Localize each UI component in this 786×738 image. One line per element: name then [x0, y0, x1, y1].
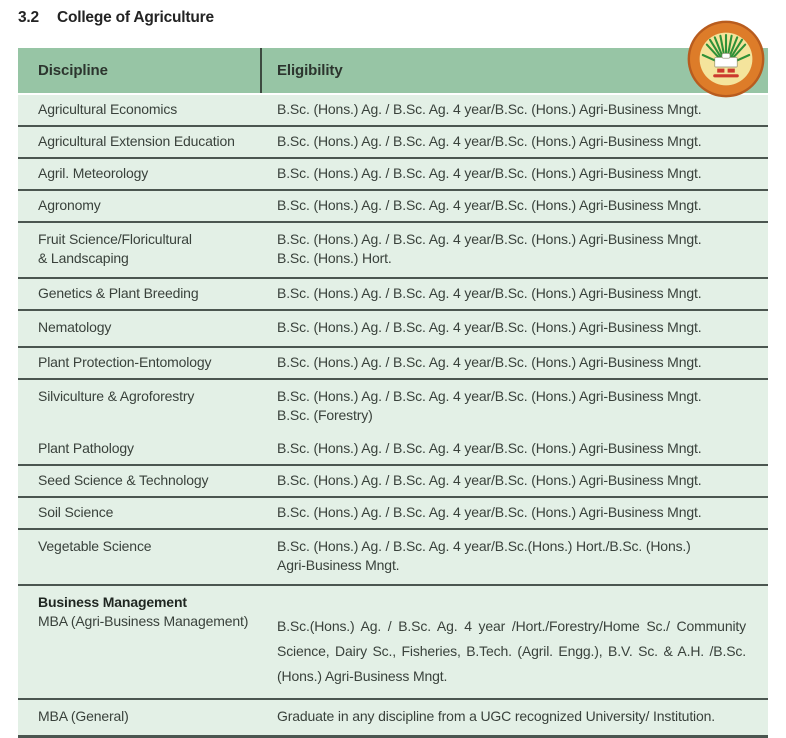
discipline-text: Soil Science: [38, 504, 114, 520]
discipline-text: & Landscaping: [38, 250, 129, 266]
eligibility-text: B.Sc. (Hons.) Ag. / B.Sc. Ag. 4 year/B.Sc. (Hons.) Agri-Business Mngt.: [277, 231, 702, 247]
discipline-text: Seed Science & Technology: [38, 472, 209, 488]
eligibility-text: Graduate in any discipline from a UGC recognized University/ Institution.: [277, 708, 716, 724]
discipline-cell: [18, 353, 262, 372]
table-row: [18, 698, 768, 735]
table-row: [18, 434, 768, 464]
discipline-cell: [18, 230, 262, 268]
table-header-row: [18, 48, 768, 93]
eligibility-text: B.Sc. (Hons.) Ag. / B.Sc. Ag. 4 year/B.Sc. (Hons.) Agri-Business Mngt.: [277, 319, 702, 335]
table-row: [18, 496, 768, 528]
eligibility-text: B.Sc. (Hons.) Ag. / B.Sc. Ag. 4 year/B.Sc. (Hons.) Agri-Business Mngt.: [277, 504, 702, 520]
discipline-text: Fruit Science/Floricultural: [38, 231, 192, 247]
table-row: [18, 309, 768, 346]
eligibility-text: B.Sc. (Hons.) Ag. / B.Sc. Ag. 4 year/B.Sc. (Hons.) Agri-Business Mngt.: [277, 440, 702, 456]
discipline-text: MBA (Agri-Business Management): [38, 613, 249, 629]
discipline-text: Nematology: [38, 319, 112, 335]
discipline-cell: [18, 132, 262, 151]
eligibility-cell: [262, 353, 768, 372]
table-row: [18, 221, 768, 277]
discipline-cell: [18, 196, 262, 215]
eligibility-text: B.Sc. (Hons.) Ag. / B.Sc. Ag. 4 year/B.Sc. (Hons.) Agri-Business Mngt.: [277, 197, 702, 213]
eligibility-text: B.Sc. (Hons.) Ag. / B.Sc. Ag. 4 year/B.Sc. (Hons.) Agri-Business Mngt.: [277, 101, 702, 117]
discipline-text: Plant Protection-Entomology: [38, 354, 212, 370]
eligibility-table: [18, 48, 768, 738]
discipline-text: Agricultural Economics: [38, 101, 178, 117]
eligibility-text: B.Sc. (Hons.) Ag. / B.Sc. Ag. 4 year/B.Sc. (Hons.) Agri-Business Mngt.: [277, 472, 702, 488]
eligibility-cell: [262, 230, 768, 268]
section-number: 3.2: [18, 9, 39, 26]
eligibility-cell: [262, 471, 768, 490]
eligibility-text: B.Sc. (Hons.) Ag. / B.Sc. Ag. 4 year/B.Sc. (Hons.) Agri-Business Mngt.: [277, 285, 702, 301]
eligibility-text: B.Sc. (Hons.) Hort.: [277, 250, 392, 266]
table-row: [18, 346, 768, 378]
discipline-text: Agronomy: [38, 197, 101, 213]
discipline-cell: [18, 284, 262, 303]
discipline-cell: [18, 593, 262, 689]
eligibility-cell: [262, 707, 768, 726]
eligibility-cell: [262, 132, 768, 151]
table-row: [18, 277, 768, 309]
eligibility-text: B.Sc. (Forestry): [277, 407, 373, 423]
discipline-cell: [18, 164, 262, 183]
discipline-text: Vegetable Science: [38, 538, 152, 554]
discipline-text: Agril. Meteorology: [38, 165, 149, 181]
eligibility-cell: [262, 537, 768, 575]
eligibility-text: B.Sc. (Hons.) Ag. / B.Sc. Ag. 4 year/B.Sc. (Hons.) Agri-Business Mngt.: [277, 165, 702, 181]
eligibility-text: B.Sc. (Hons.) Ag. / B.Sc. Ag. 4 year/B.Sc.(Hons.) Hort./B.Sc. (Hons.): [277, 538, 691, 554]
table-row: [18, 528, 768, 584]
discipline-cell: [18, 503, 262, 522]
table-row: [18, 125, 768, 157]
discipline-text: Genetics & Plant Breeding: [38, 285, 199, 301]
table-row: [18, 95, 768, 125]
discipline-cell: [18, 537, 262, 575]
eligibility-cell: [262, 614, 768, 689]
discipline-cell: [18, 318, 262, 337]
table-row: [18, 584, 768, 698]
section-title: College of Agriculture: [56, 9, 214, 26]
discipline-text: Silviculture & Agroforestry: [38, 388, 195, 404]
page-title: [18, 9, 214, 27]
table-row: [18, 378, 768, 434]
discipline-text: MBA (General): [38, 708, 129, 724]
eligibility-text: B.Sc. (Hons.) Ag. / B.Sc. Ag. 4 year/B.Sc. (Hons.) Agri-Business Mngt.: [277, 354, 702, 370]
discipline-cell: [18, 387, 262, 425]
eligibility-text: B.Sc. (Hons.) Ag. / B.Sc. Ag. 4 year/B.Sc. (Hons.) Agri-Business Mngt.: [277, 133, 702, 149]
discipline-text: Plant Pathology: [38, 440, 134, 456]
eligibility-cell: [262, 196, 768, 215]
eligibility-cell: [262, 164, 768, 183]
table-body: [18, 95, 768, 735]
eligibility-cell: [262, 100, 768, 119]
university-logo-icon: [686, 18, 766, 100]
discipline-text: Agricultural Extension Education: [38, 133, 235, 149]
eligibility-text: B.Sc. (Hons.) Ag. / B.Sc. Ag. 4 year/B.Sc. (Hons.) Agri-Business Mngt.: [277, 388, 702, 404]
eligibility-text: B.Sc.(Hons.) Ag. / B.Sc. Ag. 4 year /Hort./Forestry/Home Sc./ Community Science, Dairy Sc., Fisheries, B.Tech. (Agril. Engg.), B.V. Sc. & A.H. /B.Sc. (Hons.) Agri-Business Mngt.: [277, 618, 746, 684]
eligibility-cell: [262, 284, 768, 303]
discipline-cell: [18, 100, 262, 119]
column-header-discipline: Discipline: [18, 48, 262, 93]
table-row: [18, 157, 768, 189]
table-row: [18, 189, 768, 221]
eligibility-cell: [262, 439, 768, 458]
discipline-cell: [18, 707, 262, 726]
column-header-eligibility: Eligibility: [277, 62, 343, 79]
eligibility-text: Agri-Business Mngt.: [277, 557, 400, 573]
eligibility-cell: [262, 387, 768, 425]
discipline-group-heading: Business Management: [38, 594, 187, 610]
eligibility-cell: [262, 503, 768, 522]
discipline-cell: [18, 471, 262, 490]
table-row: [18, 464, 768, 496]
discipline-cell: [18, 439, 262, 458]
eligibility-cell: [262, 318, 768, 337]
